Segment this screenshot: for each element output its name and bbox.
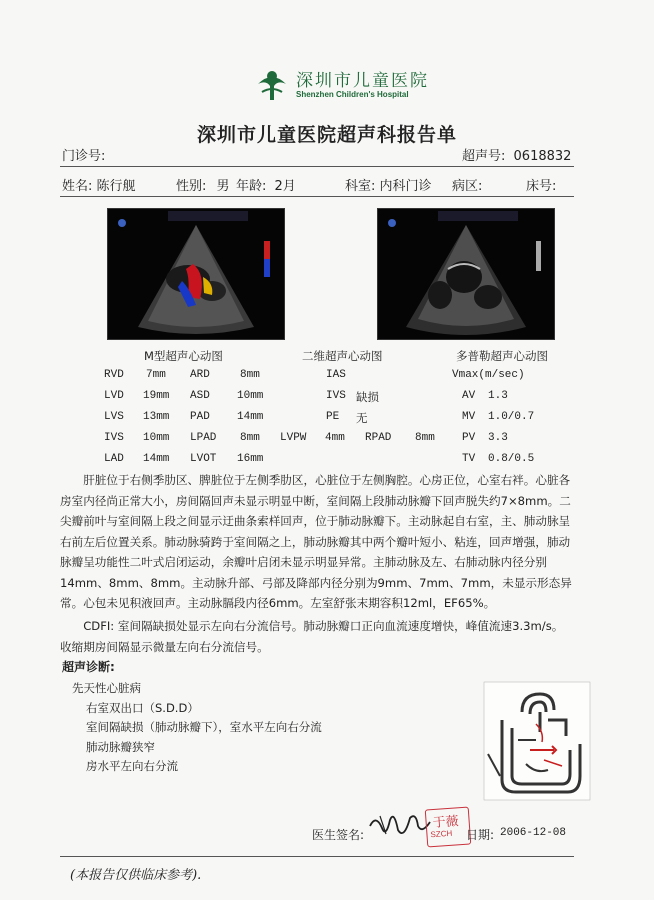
header-divider-top <box>60 166 574 167</box>
meas-lvpw: LVPW <box>280 432 307 444</box>
caption-m-mode: M型超声心动图 <box>144 349 223 363</box>
ultrasound-image-2d <box>377 208 555 340</box>
diagnosis-item: 室间隔缺损（肺动脉瓣下），室水平左向右分流 <box>86 720 322 734</box>
meas-pe: PE <box>326 411 340 423</box>
report-title: 深圳市儿童医院超声科报告单 <box>196 124 457 146</box>
meas-tv: TV <box>462 453 476 465</box>
dept-value: 内科门诊 <box>379 179 432 194</box>
findings-text: 肝脏位于右侧季肋区、脾脏位于左侧季肋区，心脏位于左侧胸腔。心房正位，心室右袢。心脏各房室内径尚正常大小，房间隔回声未显示明显中断，室间隔上段肺动脉瓣下回声脱失约7×8mm。二尖瓣前叶与室间隔上段之间显示迂曲条索样回声，位于肺动脉瓣下。主动脉起自右室，主、肺动脉呈右前左后位置关系。肺动脉骑跨于室间隔之上，肺动脉瓣其中两个瓣叶短小、粘连，回声增强，肺动脉瓣呈功能性二叶式启闭运动，余瓣叶启闭未显示明显异常。主肺动脉及左、右肺动脉内径分别14mm、8mm、8mm。主动脉升部、弓部及降部内径分别为9mm、7mm、7mm，未显示形态异常。心包未见积液回声。主动脉膈段内径6mm。左室舒张末期容积12ml，EF65%。 <box>60 473 572 610</box>
meas-mv: MV <box>462 411 476 423</box>
logo-text-cn: 深圳市儿童医院 <box>296 71 429 91</box>
meas-label: LAD <box>104 453 124 465</box>
hospital-logo <box>252 62 292 106</box>
meas-lvs <box>104 411 124 423</box>
meas-rvd-value: 7mm <box>146 369 166 381</box>
ultrasound-number <box>462 145 571 164</box>
sex-label: 性别: <box>176 179 207 194</box>
meas-tv-value: 0.8/0.5 <box>488 453 535 465</box>
cdfi-text: CDFI: 室间隔缺损处显示左向右分流信号。肺动脉瓣口正向血流速度增快，峰值流速3.3m/s。收缩期房间隔显示微量左向右分流信号。 <box>60 619 564 654</box>
meas-rpad: RPAD <box>365 432 392 444</box>
meas-av: AV <box>462 390 476 402</box>
meas-pv-value: 3.3 <box>488 432 508 444</box>
diagnosis-main: 先天性心脏病 <box>72 681 141 695</box>
us-no-label: 超声号: <box>462 149 506 164</box>
meas-ivs <box>104 432 124 444</box>
ward <box>452 175 482 194</box>
meas-ivs2: IVS <box>326 390 346 402</box>
patient-name <box>62 175 136 194</box>
footnote: (本报告仅供临床参考). <box>70 868 202 883</box>
meas-lvpw-value: 4mm <box>325 432 345 444</box>
date-value: 2006-12-08 <box>500 827 567 839</box>
logo-text-en: Shenzhen Children's Hospital <box>296 90 409 99</box>
meas-rpad-value: 8mm <box>415 432 435 444</box>
meas-lvd <box>104 390 124 402</box>
header-divider-bottom <box>60 196 574 197</box>
heart-diagram <box>482 680 592 802</box>
date-label: 日期: <box>466 828 495 842</box>
meas-lpad: LPAD <box>190 432 217 444</box>
meas-label: LVD <box>104 390 124 402</box>
patient-age <box>236 175 296 194</box>
meas-pe-value: 无 <box>356 411 368 425</box>
ultrasound-image-color-doppler <box>107 208 285 340</box>
meas-vmax: Vmax(m/sec) <box>452 369 525 381</box>
meas-label: LVS <box>104 411 124 423</box>
sex-value: 男 <box>216 179 230 194</box>
dept-label: 科室: <box>345 179 376 194</box>
meas-lvot-value: 16mm <box>237 453 264 465</box>
bed <box>526 175 556 194</box>
diagnosis-heading: 超声诊断: <box>62 660 115 674</box>
meas-asd-value: 10mm <box>237 390 264 402</box>
meas-label: RVD <box>104 369 124 381</box>
meas-rvd <box>104 369 124 381</box>
meas-av-value: 1.3 <box>488 390 508 402</box>
meas-lad <box>104 453 124 465</box>
meas-ard-value: 8mm <box>240 369 260 381</box>
heart-diagram-icon <box>482 680 592 802</box>
meas-ivs-value: 10mm <box>143 432 170 444</box>
meas-lvs-value: 13mm <box>143 411 170 423</box>
signature-label: 医生签名: <box>312 828 365 842</box>
meas-lad-value: 14mm <box>143 453 170 465</box>
caption-2d: 二维超声心动图 <box>302 349 383 363</box>
caption-doppler: 多普勒超声心动图 <box>456 349 548 363</box>
meas-mv-value: 1.0/0.7 <box>488 411 535 423</box>
clinic-label: 门诊号: <box>62 149 106 164</box>
meas-pad: PAD <box>190 411 210 423</box>
bed-label: 床号: <box>526 179 557 194</box>
footer-divider <box>60 856 574 857</box>
doctor-stamp <box>425 807 472 848</box>
meas-lvot: LVOT <box>190 453 217 465</box>
name-value: 陈行舰 <box>96 179 136 194</box>
meas-ard: ARD <box>190 369 210 381</box>
stamp-code: SZCH <box>430 828 453 840</box>
patient-sex <box>176 175 230 194</box>
meas-pad-value: 14mm <box>237 411 264 423</box>
meas-ias: IAS <box>326 369 346 381</box>
meas-lpad-value: 8mm <box>240 432 260 444</box>
diagnosis-item: 房水平左向右分流 <box>86 759 178 773</box>
meas-lvd-value: 19mm <box>143 390 170 402</box>
meas-asd: ASD <box>190 390 210 402</box>
meas-pv: PV <box>462 432 476 444</box>
meas-ivs2-value: 缺损 <box>356 390 379 404</box>
department <box>345 175 432 194</box>
clinic-number <box>62 145 105 164</box>
age-label: 年龄: <box>236 179 267 194</box>
diagnosis-item: 肺动脉瓣狭窄 <box>86 740 155 754</box>
stamp-name: 于薇 <box>432 814 460 832</box>
name-label: 姓名: <box>62 179 93 194</box>
diagnosis-item: 右室双出口（S.D.D） <box>86 701 199 715</box>
age-value: 2月 <box>274 179 296 194</box>
us-no-value: 0618832 <box>513 149 572 164</box>
hospital-emblem-icon <box>252 62 292 102</box>
ward-label: 病区: <box>452 179 483 194</box>
meas-label: IVS <box>104 432 124 444</box>
